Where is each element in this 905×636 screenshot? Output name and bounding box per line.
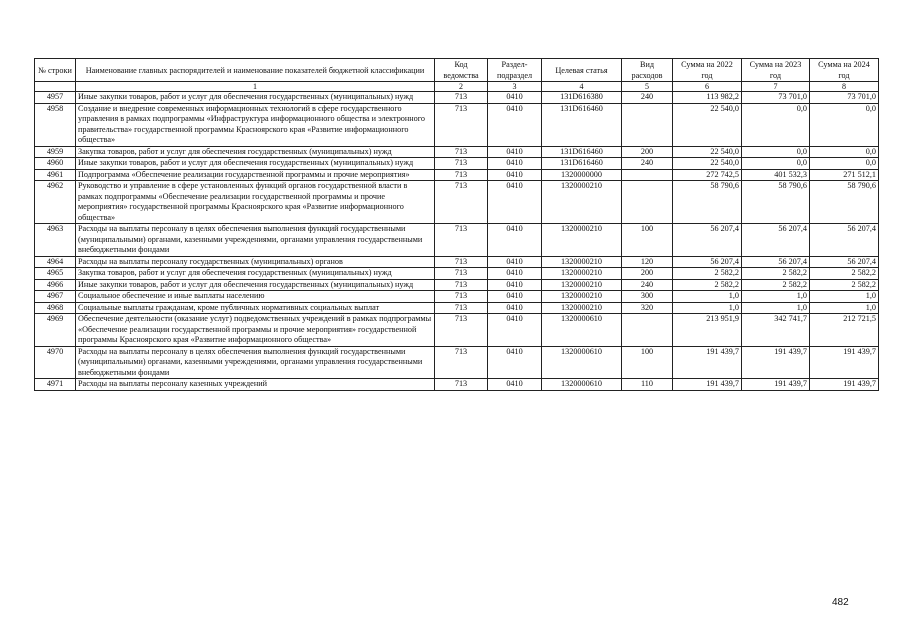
target-article: 1320000210 bbox=[542, 279, 622, 291]
column-number: 6 bbox=[673, 82, 742, 92]
sum-2024: 0,0 bbox=[810, 103, 879, 146]
target-article: 1320000210 bbox=[542, 291, 622, 303]
table-row bbox=[35, 146, 879, 158]
sum-2024: 56 207,4 bbox=[810, 256, 879, 268]
sum-2023: 191 439,7 bbox=[742, 346, 810, 379]
section-code: 0410 bbox=[488, 181, 542, 224]
table-row bbox=[35, 314, 879, 347]
section-code: 0410 bbox=[488, 314, 542, 347]
department-code: 713 bbox=[435, 291, 488, 303]
page-number: 482 bbox=[832, 597, 849, 608]
header-department-code: Код ведомства bbox=[435, 59, 488, 82]
header-row-number: № строки bbox=[35, 59, 76, 82]
row-name: Социальное обеспечение и иные выплаты населению bbox=[76, 291, 435, 303]
header-sum-2024: Сумма на 2024 год bbox=[810, 59, 879, 82]
sum-2024: 2 582,2 bbox=[810, 268, 879, 280]
row-number: 4959 bbox=[35, 146, 76, 158]
sum-2024: 1,0 bbox=[810, 302, 879, 314]
department-code: 713 bbox=[435, 314, 488, 347]
expense-type: 100 bbox=[622, 224, 673, 257]
table-row bbox=[35, 346, 879, 379]
sum-2024: 212 721,5 bbox=[810, 314, 879, 347]
sum-2023: 0,0 bbox=[742, 146, 810, 158]
row-number: 4968 bbox=[35, 302, 76, 314]
expense-type: 200 bbox=[622, 146, 673, 158]
target-article: 1320000210 bbox=[542, 268, 622, 280]
column-number: 5 bbox=[622, 82, 673, 92]
section-code: 0410 bbox=[488, 302, 542, 314]
header-sum-2022: Сумма на 2022 год bbox=[673, 59, 742, 82]
target-article: 1320000210 bbox=[542, 302, 622, 314]
table-row bbox=[35, 169, 879, 181]
table-row bbox=[35, 158, 879, 170]
department-code: 713 bbox=[435, 224, 488, 257]
header-sum-2023: Сумма на 2023 год bbox=[742, 59, 810, 82]
sum-2022: 191 439,7 bbox=[673, 379, 742, 391]
row-name: Расходы на выплаты персоналу государственных (муниципальных) органов bbox=[76, 256, 435, 268]
target-article: 1320000210 bbox=[542, 181, 622, 224]
target-article: 131D616380 bbox=[542, 92, 622, 104]
sum-2022: 272 742,5 bbox=[673, 169, 742, 181]
section-code: 0410 bbox=[488, 146, 542, 158]
table-row bbox=[35, 302, 879, 314]
row-number: 4962 bbox=[35, 181, 76, 224]
column-number: 7 bbox=[742, 82, 810, 92]
row-number: 4957 bbox=[35, 92, 76, 104]
table-row bbox=[35, 92, 879, 104]
department-code: 713 bbox=[435, 302, 488, 314]
expense-type: 240 bbox=[622, 279, 673, 291]
column-number: 3 bbox=[488, 82, 542, 92]
section-code: 0410 bbox=[488, 103, 542, 146]
sum-2022: 1,0 bbox=[673, 291, 742, 303]
department-code: 713 bbox=[435, 103, 488, 146]
target-article: 1320000610 bbox=[542, 379, 622, 391]
header-name: Наименование главных распорядителей и наименование показателей бюджетной классификации bbox=[76, 59, 435, 82]
sum-2023: 73 701,0 bbox=[742, 92, 810, 104]
sum-2023: 342 741,7 bbox=[742, 314, 810, 347]
sum-2022: 22 540,0 bbox=[673, 158, 742, 170]
column-number: 4 bbox=[542, 82, 622, 92]
row-name: Расходы на выплаты персоналу казенных учреждений bbox=[76, 379, 435, 391]
row-name: Создание и внедрение современных информационных технологий в сфере государственного управления в рамках подпрограммы «Инфраструктура информационного общества и электронного правительства» государственной программы Красноярского края «Развитие информационного общества» bbox=[76, 103, 435, 146]
row-name: Закупка товаров, работ и услуг для обеспечения государственных (муниципальных) нужд bbox=[76, 146, 435, 158]
sum-2023: 191 439,7 bbox=[742, 379, 810, 391]
row-number: 4971 bbox=[35, 379, 76, 391]
column-number: 1 bbox=[76, 82, 435, 92]
section-code: 0410 bbox=[488, 291, 542, 303]
sum-2024: 191 439,7 bbox=[810, 346, 879, 379]
department-code: 713 bbox=[435, 169, 488, 181]
sum-2023: 58 790,6 bbox=[742, 181, 810, 224]
expense-type: 100 bbox=[622, 346, 673, 379]
sum-2023: 1,0 bbox=[742, 291, 810, 303]
sum-2022: 22 540,0 bbox=[673, 146, 742, 158]
target-article: 1320000210 bbox=[542, 256, 622, 268]
sum-2023: 401 532,3 bbox=[742, 169, 810, 181]
row-number: 4966 bbox=[35, 279, 76, 291]
section-code: 0410 bbox=[488, 268, 542, 280]
header-row bbox=[35, 59, 879, 82]
expense-type bbox=[622, 181, 673, 224]
expense-type: 120 bbox=[622, 256, 673, 268]
target-article: 1320000000 bbox=[542, 169, 622, 181]
department-code: 713 bbox=[435, 92, 488, 104]
expense-type: 110 bbox=[622, 379, 673, 391]
department-code: 713 bbox=[435, 268, 488, 280]
budget-table bbox=[34, 58, 879, 391]
section-code: 0410 bbox=[488, 158, 542, 170]
row-name: Иные закупки товаров, работ и услуг для обеспечения государственных (муниципальных) нужд bbox=[76, 158, 435, 170]
target-article: 1320000610 bbox=[542, 314, 622, 347]
column-number bbox=[35, 82, 76, 92]
row-name: Закупка товаров, работ и услуг для обеспечения государственных (муниципальных) нужд bbox=[76, 268, 435, 280]
section-code: 0410 bbox=[488, 279, 542, 291]
department-code: 713 bbox=[435, 181, 488, 224]
sum-2024: 1,0 bbox=[810, 291, 879, 303]
row-number: 4970 bbox=[35, 346, 76, 379]
column-number: 8 bbox=[810, 82, 879, 92]
expense-type bbox=[622, 169, 673, 181]
sum-2022: 113 982,2 bbox=[673, 92, 742, 104]
sum-2022: 58 790,6 bbox=[673, 181, 742, 224]
header-expense-type: Вид расходов bbox=[622, 59, 673, 82]
sum-2022: 191 439,7 bbox=[673, 346, 742, 379]
sum-2024: 191 439,7 bbox=[810, 379, 879, 391]
target-article: 131D616460 bbox=[542, 103, 622, 146]
row-name: Подпрограмма «Обеспечение реализации государственной программы и прочие мероприятия» bbox=[76, 169, 435, 181]
table-row bbox=[35, 279, 879, 291]
expense-type: 240 bbox=[622, 92, 673, 104]
section-code: 0410 bbox=[488, 92, 542, 104]
target-article: 131D616460 bbox=[542, 158, 622, 170]
department-code: 713 bbox=[435, 146, 488, 158]
section-code: 0410 bbox=[488, 346, 542, 379]
sum-2023: 0,0 bbox=[742, 103, 810, 146]
sum-2023: 56 207,4 bbox=[742, 224, 810, 257]
row-number: 4961 bbox=[35, 169, 76, 181]
sum-2023: 56 207,4 bbox=[742, 256, 810, 268]
row-name: Социальные выплаты гражданам, кроме публичных нормативных социальных выплат bbox=[76, 302, 435, 314]
department-code: 713 bbox=[435, 279, 488, 291]
expense-type: 300 bbox=[622, 291, 673, 303]
sum-2022: 56 207,4 bbox=[673, 256, 742, 268]
sum-2024: 0,0 bbox=[810, 158, 879, 170]
column-number-row bbox=[35, 82, 879, 92]
section-code: 0410 bbox=[488, 256, 542, 268]
expense-type bbox=[622, 314, 673, 347]
department-code: 713 bbox=[435, 379, 488, 391]
row-number: 4958 bbox=[35, 103, 76, 146]
row-number: 4964 bbox=[35, 256, 76, 268]
target-article: 1320000210 bbox=[542, 224, 622, 257]
table-body bbox=[35, 92, 879, 391]
row-number: 4969 bbox=[35, 314, 76, 347]
sum-2023: 0,0 bbox=[742, 158, 810, 170]
department-code: 713 bbox=[435, 346, 488, 379]
sum-2022: 213 951,9 bbox=[673, 314, 742, 347]
sum-2024: 0,0 bbox=[810, 146, 879, 158]
sum-2022: 56 207,4 bbox=[673, 224, 742, 257]
row-name: Руководство и управление в сфере установленных функций органов государственной власти в рамках подпрограммы «Обеспечение реализации государственной программы и прочие мероприятия» государственной программы Красноярского края «Развитие информационного общества» bbox=[76, 181, 435, 224]
expense-type: 320 bbox=[622, 302, 673, 314]
sum-2024: 271 512,1 bbox=[810, 169, 879, 181]
target-article: 131D616460 bbox=[542, 146, 622, 158]
header-section: Раздел-подраздел bbox=[488, 59, 542, 82]
row-name: Иные закупки товаров, работ и услуг для обеспечения государственных (муниципальных) нужд bbox=[76, 92, 435, 104]
table-row bbox=[35, 181, 879, 224]
row-name: Иные закупки товаров, работ и услуг для обеспечения государственных (муниципальных) нужд bbox=[76, 279, 435, 291]
sum-2022: 2 582,2 bbox=[673, 279, 742, 291]
department-code: 713 bbox=[435, 158, 488, 170]
column-number: 2 bbox=[435, 82, 488, 92]
row-number: 4965 bbox=[35, 268, 76, 280]
table-row bbox=[35, 224, 879, 257]
sum-2022: 1,0 bbox=[673, 302, 742, 314]
section-code: 0410 bbox=[488, 379, 542, 391]
sum-2023: 1,0 bbox=[742, 302, 810, 314]
row-name: Расходы на выплаты персоналу в целях обеспечения выполнения функций государственными (муниципальными) органами, казенными учреждениями, органами управления государственными внебюджетными фондами bbox=[76, 224, 435, 257]
header-target-article: Целевая статья bbox=[542, 59, 622, 82]
sum-2024: 58 790,6 bbox=[810, 181, 879, 224]
sum-2023: 2 582,2 bbox=[742, 279, 810, 291]
row-number: 4967 bbox=[35, 291, 76, 303]
sum-2022: 2 582,2 bbox=[673, 268, 742, 280]
expense-type: 240 bbox=[622, 158, 673, 170]
table-row bbox=[35, 268, 879, 280]
table-row bbox=[35, 256, 879, 268]
section-code: 0410 bbox=[488, 224, 542, 257]
row-number: 4963 bbox=[35, 224, 76, 257]
expense-type: 200 bbox=[622, 268, 673, 280]
table-row bbox=[35, 291, 879, 303]
table-row bbox=[35, 379, 879, 391]
sum-2023: 2 582,2 bbox=[742, 268, 810, 280]
row-name: Обеспечение деятельности (оказание услуг) подведомственных учреждений в рамках подпрограммы «Обеспечение реализации государственной программы и прочие мероприятия» государственной программы Красноярского края «Развитие информационного общества» bbox=[76, 314, 435, 347]
department-code: 713 bbox=[435, 256, 488, 268]
section-code: 0410 bbox=[488, 169, 542, 181]
sum-2024: 73 701,0 bbox=[810, 92, 879, 104]
row-number: 4960 bbox=[35, 158, 76, 170]
expense-type bbox=[622, 103, 673, 146]
sum-2024: 2 582,2 bbox=[810, 279, 879, 291]
sum-2024: 56 207,4 bbox=[810, 224, 879, 257]
sum-2022: 22 540,0 bbox=[673, 103, 742, 146]
target-article: 1320000610 bbox=[542, 346, 622, 379]
row-name: Расходы на выплаты персоналу в целях обеспечения выполнения функций государственными (муниципальными) органами, казенными учреждениями, органами управления государственными внебюджетными фондами bbox=[76, 346, 435, 379]
table-row bbox=[35, 103, 879, 146]
